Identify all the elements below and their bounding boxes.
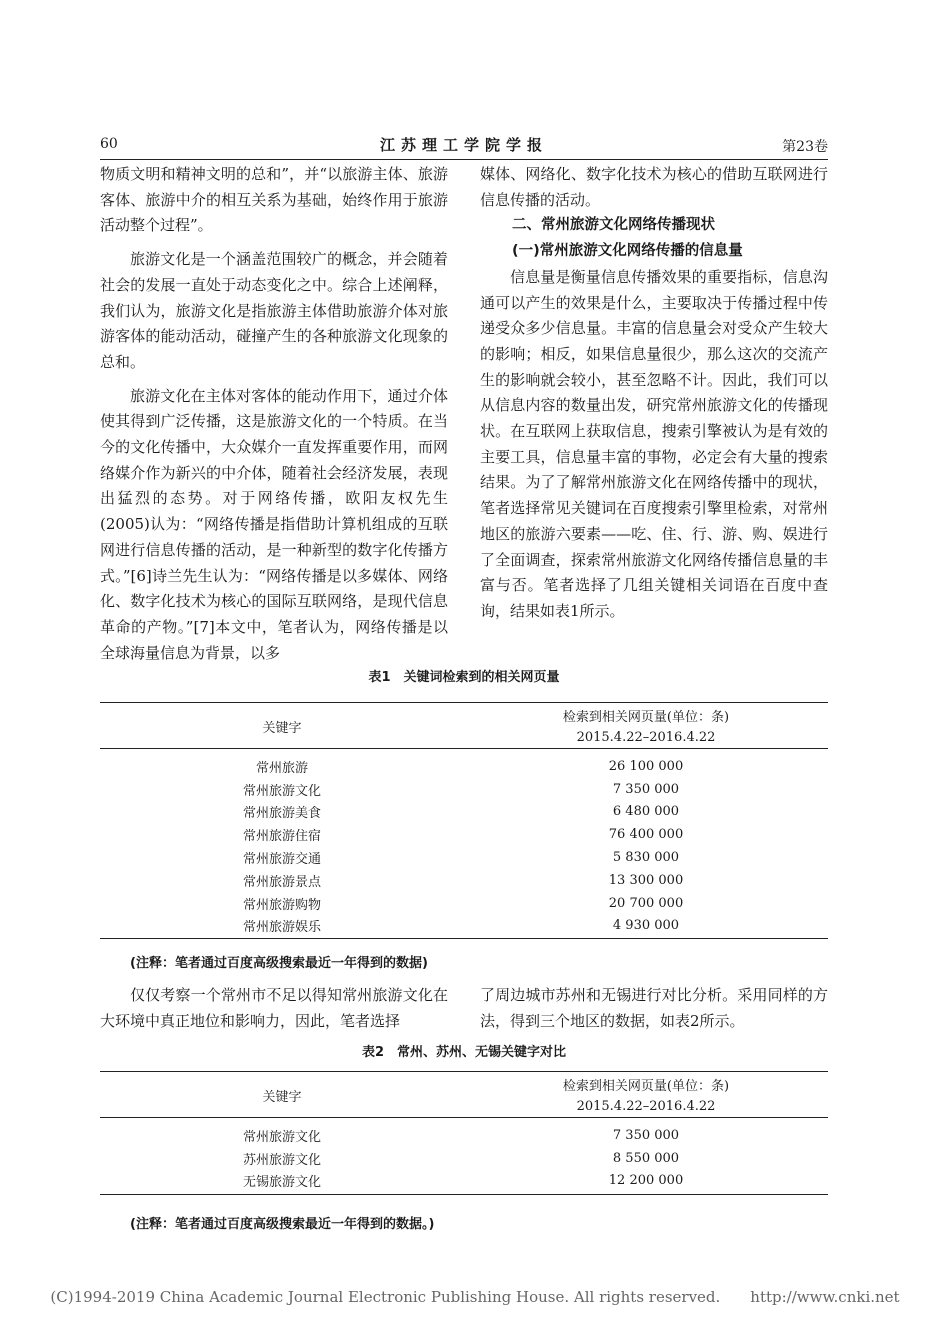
- table-header-period: 2015.4.22–2016.4.22: [576, 729, 716, 745]
- table-cell-keyword: 常州旅游: [255, 760, 308, 776]
- table-header-count: 检索到相关网页量(单位：条): [562, 709, 730, 725]
- table-cell-count: 26 100 000: [608, 758, 684, 774]
- running-header: [100, 134, 828, 158]
- table-cell-count: 5 830 000: [612, 850, 680, 866]
- right-column: [480, 162, 828, 625]
- paragraph: 仅仅考察一个常州市不足以得知常州旅游文化在大环境中真正地位和影响力，因此，笔者选择: [100, 986, 448, 1030]
- table2-note: (注释：笔者通过百度高级搜索最近一年得到的数据。): [130, 1217, 435, 1232]
- table-row: [100, 755, 828, 778]
- paragraph: 了周边城市苏州和无锡进行对比分析。采用同样的方法，得到三个地区的数据，如表2所示。: [480, 986, 828, 1030]
- left-column: [100, 162, 448, 666]
- table-header-period: 2015.4.22–2016.4.22: [576, 1098, 716, 1114]
- table-cell-count: 20 700 000: [608, 895, 684, 911]
- paragraph: 旅游文化在主体对客体的能动作用下，通过介体使其得到广泛传播，这是旅游文化的一个特质。在当今的文化传播中，大众媒介一直发挥重要作用，而网络媒介作为新兴的中介体，随着社会经济发展，表现出猛烈的态势。对于网络传播，欧阳友权先生(2005)认为：“网络传播是指借助计算机组成的互联网进行信息传播的活动，是一种新型的数字化传播方式。”[6]诗兰先生认为：“网络传播是以多媒体、网络化、数字化技术为核心的国际互联网络，是现代信息革命的产物。”[7]本文中，笔者认为，网络传播是以全球海量信息为背景，以多: [100, 386, 448, 662]
- table2: [100, 1073, 828, 1192]
- table-header-row: [100, 1073, 828, 1095]
- table-cell-count: 8 550 000: [612, 1150, 680, 1166]
- subsection-heading: (一)常州旅游文化网络传播的信息量: [512, 243, 743, 260]
- table-header-keyword: 关键字: [262, 1089, 302, 1105]
- table-row: [100, 1124, 828, 1147]
- table-cell-count: 6 480 000: [612, 804, 680, 820]
- table-cell-keyword: 常州旅游景点: [242, 874, 321, 890]
- table-cell-keyword: 常州旅游美食: [242, 806, 321, 822]
- table-cell-count: 13 300 000: [608, 872, 684, 888]
- left-column-bottom: [100, 983, 448, 1034]
- table-cell-count: 76 400 000: [608, 827, 684, 843]
- copyright-footer: (C)1994-2019 China Academic Journal Electronic Publishing House. All rights reserved. http://www.cnki.net: [50, 1288, 900, 1306]
- table-row: [100, 846, 828, 869]
- table-cell-keyword: 常州旅游娱乐: [242, 920, 321, 936]
- paragraph: 媒体、网络化、数字化技术为核心的借助互联网进行信息传播的活动。: [480, 165, 828, 209]
- table-row: [100, 892, 828, 915]
- table1-top-rule: [100, 702, 828, 703]
- paragraph: 信息量是衡量信息传播效果的重要指标，信息沟通可以产生的效果是什么，主要取决于传播过程中传递受众多少信息量。丰富的信息量会对受众产生较大的影响；相反，如果信息量很少，那么这次的交流产生的影响就会较小，甚至忽略不计。因此，我们可以从信息内容的数量出发，研究常州旅游文化的传播现状。在互联网上获取信息，搜索引擎被认为是有效的主要工具，信息量丰富的事物，必定会有大量的搜索结果。为了了解常州旅游文化在网络传播中的现状，笔者选择常见关键词在百度搜索引擎里检索，对常州地区的旅游六要素——吃、住、行、游、购、娱进行了全面调查，探索常州旅游文化网络传播信息量的丰富与否。笔者选择了几组关键相关词语在百度中查询，结果如表1所示。: [480, 267, 828, 620]
- table1: [100, 704, 828, 937]
- table2-caption: 表2 常州、苏州、无锡关键字对比: [361, 1045, 567, 1060]
- page-number: 60: [100, 136, 118, 152]
- table-row: [100, 778, 828, 801]
- table-cell-count: 12 200 000: [608, 1173, 684, 1189]
- table1-bottom-rule: [100, 938, 828, 939]
- header-rule: [100, 159, 828, 160]
- table-cell-keyword: 常州旅游交通: [242, 852, 321, 868]
- right-column-bottom: [480, 983, 828, 1034]
- table2-top-rule: [100, 1071, 828, 1072]
- table1-caption: 表1 关键词检索到的相关网页量: [368, 670, 560, 685]
- table-cell-keyword: 常州旅游购物: [242, 897, 321, 913]
- table-row: [100, 801, 828, 824]
- journal-title: 江苏理工学院学报: [379, 136, 548, 154]
- table-cell-keyword: 苏州旅游文化: [242, 1152, 321, 1168]
- table2-bottom-rule: [100, 1194, 828, 1195]
- table-row: [100, 915, 828, 938]
- table-cell-count: 7 350 000: [612, 1127, 680, 1143]
- section-heading: 二、常州旅游文化网络传播现状: [512, 217, 715, 234]
- table-row: [100, 1147, 828, 1170]
- table-cell-keyword: 常州旅游文化: [242, 783, 321, 799]
- table-header-count: 检索到相关网页量(单位：条): [562, 1078, 730, 1094]
- table-row: [100, 869, 828, 892]
- table-row: [100, 1170, 828, 1193]
- table-row: [100, 823, 828, 846]
- table-cell-count: 7 350 000: [612, 781, 680, 797]
- table-cell-keyword: 无锡旅游文化: [242, 1175, 321, 1191]
- table1-note: (注释：笔者通过百度高级搜索最近一年得到的数据): [130, 956, 428, 971]
- table-header-row: [100, 704, 828, 726]
- paragraph: 物质文明和精神文明的总和”，并“以旅游主体、旅游客体、旅游中介的相互关系为基础，始终作用于旅游活动整个过程”。: [100, 165, 448, 235]
- table-cell-keyword: 常州旅游文化: [242, 1129, 321, 1145]
- paragraph: 旅游文化是一个涵盖范围较广的概念，并会随着社会的发展一直处于动态变化之中。综合上述阐释，我们认为，旅游文化是指旅游主体借助旅游介体对旅游客体的能动活动，碰撞产生的各种旅游文化现象的总和。: [100, 250, 448, 371]
- table-cell-count: 4 930 000: [612, 918, 680, 934]
- table-header-keyword: 关键字: [262, 720, 302, 736]
- volume-label: 第23卷: [782, 139, 828, 155]
- table-cell-keyword: 常州旅游住宿: [242, 829, 321, 845]
